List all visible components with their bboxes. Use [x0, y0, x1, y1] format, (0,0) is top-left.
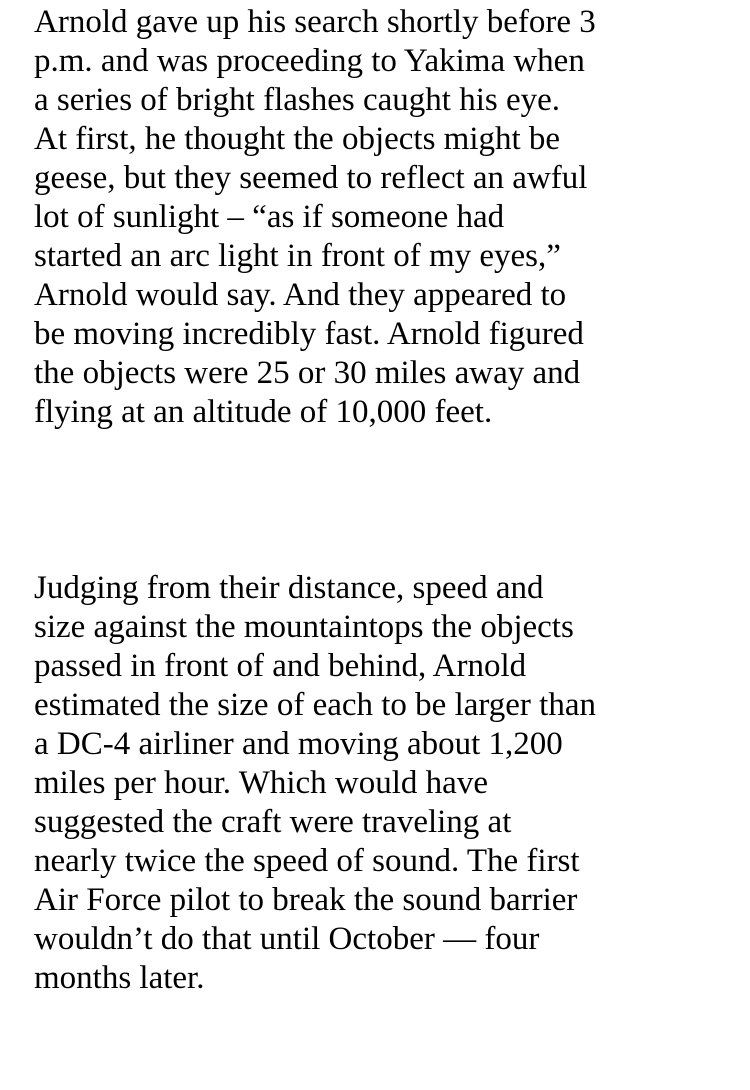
text-line: Arnold would say. And they appeared to	[34, 277, 567, 313]
text-line: be moving incredibly fast. Arnold figured	[34, 316, 584, 352]
text-line: lot of sunlight – “as if someone had	[34, 199, 505, 235]
text-line: Arnold gave up his search shortly before 3	[34, 4, 596, 40]
text-line: a series of bright flashes caught his eye.	[34, 82, 561, 118]
text-line: suggested the craft were traveling at	[34, 804, 512, 840]
text-line: Judging from their distance, speed and	[34, 570, 544, 606]
text-line: nearly twice the speed of sound. The first	[34, 843, 580, 879]
text-line: geese, but they seemed to reflect an awful	[34, 160, 588, 196]
text-line: At first, he thought the objects might be	[34, 121, 561, 157]
paragraph-arnold-sighting	[34, 3, 734, 432]
text-line: estimated the size of each to be larger than	[34, 687, 596, 723]
paragraph-speed-estimate	[34, 569, 734, 998]
text-line: size against the mountaintops the objects	[34, 609, 574, 645]
text-line: p.m. and was proceeding to Yakima when	[34, 43, 585, 79]
text-line: a DC-4 airliner and moving about 1,200	[34, 726, 563, 762]
text-line: months later.	[34, 960, 205, 996]
text-line: Air Force pilot to break the sound barrier	[34, 882, 578, 918]
text-line: started an arc light in front of my eyes,”	[34, 238, 561, 274]
text-line: the objects were 25 or 30 miles away and	[34, 355, 581, 391]
text-line: wouldn’t do that until October — four	[34, 921, 540, 957]
text-line: flying at an altitude of 10,000 feet.	[34, 394, 493, 430]
text-line: passed in front of and behind, Arnold	[34, 648, 527, 684]
text-line: miles per hour. Which would have	[34, 765, 488, 801]
